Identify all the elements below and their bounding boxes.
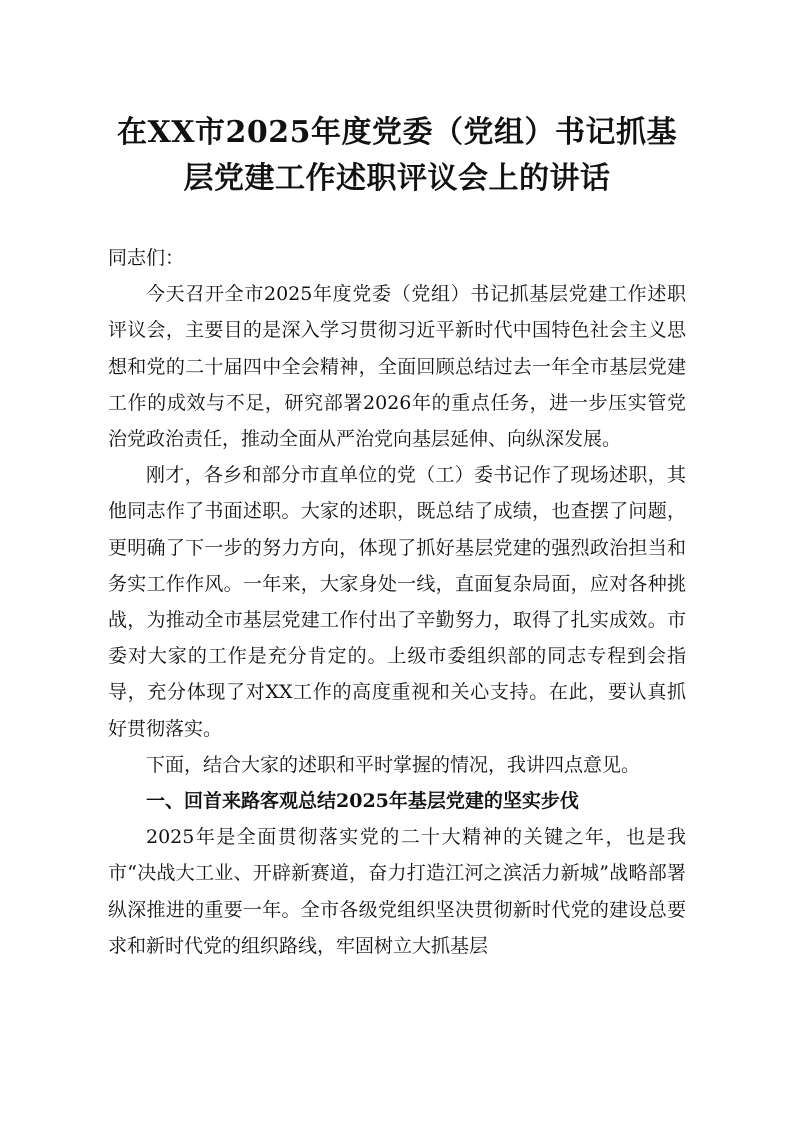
section-heading-1: 一、回首来路客观总结2025年基层党建的坚实步伐 (146, 790, 579, 813)
title-line-1: 在XX市2025年度党委（党组）书记抓基 (116, 115, 678, 150)
paragraph-section-1: 2025年是全面贯彻落实党的二十大精神的关键之年，也是我市“决战大工业、开辟新赛道，奋力打造江河之滨活力新城”战略部署纵深推进的重要一年。全市各级党组织坚决贯彻新时代党的建设总要求和新时代党的组织路线，牢固树立大抓基层 (108, 826, 686, 957)
document-body (108, 240, 686, 964)
paragraph-review: 刚才，各乡和部分市直单位的党（工）委书记作了现场述职，其他同志作了书面述职。大家的述职，既总结了成绩，也查摆了问题，更明确了下一步的努力方向，体现了抓好基层党建的强烈政治担当和务实工作作风。一年来，大家身处一线，直面复杂局面，应对各种挑战，为推动全市基层党建工作付出了辛勤努力，取得了扎实成效。市委对大家的工作是充分肯定的。上级市委组织部的同志专程到会指导，充分体现了对XX工作的高度重视和关心支持。在此，要认真抓好贯彻落实。 (108, 464, 686, 740)
salutation: 同志们： (108, 247, 185, 269)
paragraph-opening: 今天召开全市2025年度党委（党组）书记抓基层党建工作述职评议会，主要目的是深入学习贯彻习近平新时代中国特色社会主义思想和党的二十届四中全会精神，全面回顾总结过去一年全市基层党建工作的成效与不足，研究部署2026年的重点任务，进一步压实管党治党政治责任，推动全面从严治党向基层延伸、向纵深发展。 (108, 283, 686, 451)
document-title (108, 110, 686, 202)
title-line-2: 层党建工作述职评议会上的讲话 (183, 161, 611, 196)
paragraph-outline: 下面，结合大家的述职和平时掌握的情况，我讲四点意见。 (146, 753, 641, 776)
document-page (108, 110, 686, 964)
